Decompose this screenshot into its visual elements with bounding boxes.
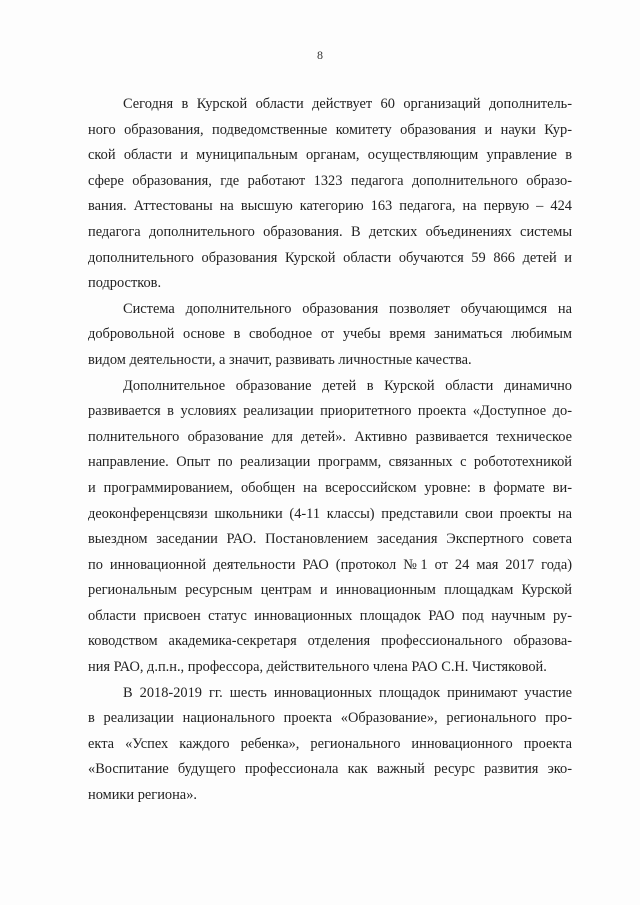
text-line: ния РАО, д.п.н., профессора, действительного члена РАО С.Н. Чистяковой.	[88, 659, 547, 676]
paragraph	[88, 681, 572, 809]
paragraph	[88, 374, 572, 681]
text-line: педагога дополнительного образования. В детских объединениях системы	[88, 223, 572, 240]
page-number: 8	[317, 48, 323, 62]
text-line: в реализации национального проекта «Образование», регионального про-	[88, 710, 572, 727]
text-line: по инновационной деятельности РАО (протокол №1 от 24 мая 2017 года)	[88, 556, 572, 573]
text-line: ного образования, подведомственные комитету образования и науки Кур-	[88, 121, 572, 138]
text-line: сфере образования, где работают 1323 педагога дополнительного образо-	[88, 172, 572, 189]
paragraph	[88, 92, 572, 297]
text-line: Система дополнительного образования позволяет обучающимся на	[123, 300, 572, 317]
text-line: полнительного образование для детей». Активно развивается техническое	[88, 428, 572, 445]
text-line: екта «Успех каждого ребенка», регионального инновационного проекта	[88, 735, 572, 752]
text-line: области присвоен статус инновационных площадок РАО под научным ру-	[88, 607, 572, 624]
text-line: и программированием, обобщен на всероссийском уровне: в формате ви-	[88, 479, 572, 496]
text-line: выездном заседании РАО. Постановлением заседания Экспертного совета	[88, 531, 572, 548]
text-line: Сегодня в Курской области действует 60 организаций дополнитель-	[123, 96, 572, 112]
text-line: видом деятельности, а значит, развивать личностные качества.	[88, 351, 472, 368]
text-line: номики региона».	[88, 787, 197, 804]
text-line: В 2018-2019 гг. шесть инновационных площадок принимают участие	[123, 684, 572, 701]
body-text	[88, 92, 572, 809]
text-line: ской области и муниципальным органам, осуществляющим управление в	[88, 147, 572, 164]
text-line: ководством академика-секретаря отделения профессионального образова-	[88, 633, 572, 650]
text-line: развивается в условиях реализации приоритетного проекта «Доступное до-	[88, 403, 572, 420]
text-line: «Воспитание будущего профессионала как важный ресурс развития эко-	[88, 761, 572, 778]
paragraph	[88, 297, 572, 374]
text-line: региональным ресурсным центрам и инновационным площадкам Курской	[88, 582, 572, 599]
text-line: подростков.	[88, 275, 162, 292]
text-line: деоконференцсвязи школьники (4-11 классы) представили свои проекты на	[88, 505, 572, 522]
text-line: вания. Аттестованы на высшую категорию 163 педагога, на первую – 424	[88, 198, 572, 215]
text-line: добровольной основе в свободное от учебы время заниматься любимым	[88, 326, 572, 343]
text-line: дополнительного образования Курской области обучаются 59 866 детей и	[88, 249, 572, 266]
text-line: Дополнительное образование детей в Курской области динамично	[123, 377, 572, 394]
text-line: направление. Опыт по реализации программ, связанных с робототехникой	[88, 454, 572, 471]
